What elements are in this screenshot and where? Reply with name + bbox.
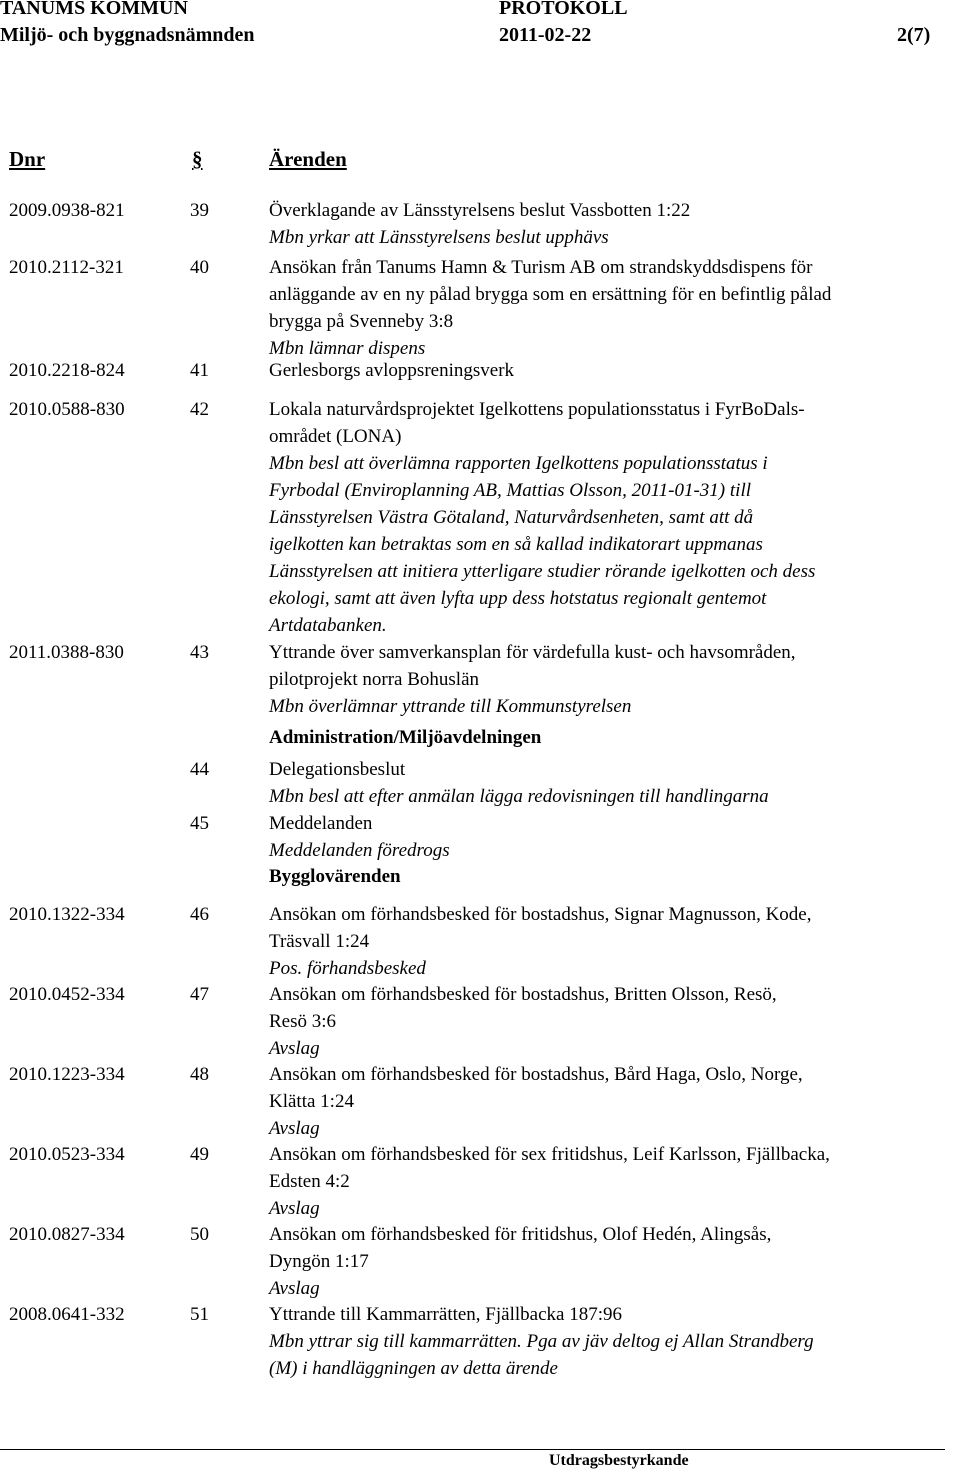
item-decision-line: igelkotten kan betraktas som en så kallad indikatorart uppmanas — [269, 534, 763, 555]
item-title-line: Yttrande över samverkansplan för värdefulla kust- och havsområden, — [269, 642, 796, 663]
item-title-line: Yttrande till Kammarrätten, Fjällbacka 187:96 — [269, 1304, 622, 1325]
page-number: 2(7) — [897, 24, 931, 46]
section-heading: Administration/Miljöavdelningen — [269, 727, 542, 748]
item-section-number: 46 — [190, 904, 209, 925]
item-section-number: 48 — [190, 1064, 209, 1085]
item-decision-line: Länsstyrelsen att initiera ytterligare studier rörande igelkotten och dess — [269, 561, 816, 582]
column-dnr: Dnr — [9, 147, 46, 171]
item-decision-line: Mbn besl att efter anmälan lägga redovisningen till handlingarna — [269, 786, 769, 807]
item-title-line: Delegationsbeslut — [269, 759, 406, 780]
item-decision-line: Fyrbodal (Enviroplanning AB, Mattias Olsson, 2011-01-31) till — [269, 480, 752, 501]
item-title-line: anläggande av en ny pålad brygga som en ersättning för en befintlig pålad — [269, 284, 832, 305]
item-dnr: 2011.0388-830 — [9, 642, 124, 663]
item-section-number: 39 — [190, 200, 209, 221]
item-title-line: Lokala naturvårdsprojektet Igelkottens populationsstatus i FyrBoDals- — [269, 399, 805, 420]
org-name: TANUMS KOMMUN — [0, 0, 188, 19]
item-dnr: 2009.0938-821 — [9, 200, 125, 221]
item-title-line: Gerlesborgs avloppsreningsverk — [269, 360, 515, 381]
item-decision-line: Länsstyrelsen Västra Götaland, Naturvårdsenheten, samt att då — [269, 507, 754, 528]
section-heading: Bygglovärenden — [269, 866, 401, 887]
item-dnr: 2010.2218-824 — [9, 360, 125, 381]
item-title-line: Överklagande av Länsstyrelsens beslut Vassbotten 1:22 — [269, 200, 691, 221]
item-title-line: Träsvall 1:24 — [269, 931, 370, 952]
item-title-line: Dyngön 1:17 — [269, 1251, 369, 1272]
item-decision-line: Avslag — [269, 1198, 320, 1219]
item-decision-line: ekologi, samt att även lyfta upp dess hotstatus regionalt gentemot — [269, 588, 767, 609]
item-title-line: Ansökan om förhandsbesked för bostadshus, Signar Magnusson, Kode, — [269, 904, 812, 925]
item-section-number: 44 — [190, 759, 209, 780]
item-title-line: Resö 3:6 — [269, 1011, 337, 1032]
item-title-line: Ansökan från Tanums Hamn & Turism AB om strandskyddsdispens för — [269, 257, 813, 278]
item-decision-line: Pos. förhandsbesked — [269, 958, 426, 979]
item-title-line: pilotprojekt norra Bohuslän — [269, 669, 480, 690]
item-decision-line: (M) i handläggningen av detta ärende — [269, 1358, 558, 1379]
item-dnr: 2010.2112-321 — [9, 257, 124, 278]
item-section-number: 42 — [190, 399, 209, 420]
item-title-line: Edsten 4:2 — [269, 1171, 350, 1192]
item-decision-line: Avslag — [269, 1038, 320, 1059]
footer-certification: Utdragsbestyrkande — [549, 1452, 689, 1469]
meeting-date: 2011-02-22 — [499, 24, 592, 46]
item-title-line: området (LONA) — [269, 426, 402, 447]
item-title-line: Ansökan om förhandsbesked för sex fritidshus, Leif Karlsson, Fjällbacka, — [269, 1144, 830, 1165]
item-decision-line: Mbn besl att överlämna rapporten Igelkottens populationsstatus i — [269, 453, 768, 474]
item-title-line: brygga på Svenneby 3:8 — [269, 311, 454, 332]
item-section-number: 45 — [190, 813, 209, 834]
item-section-number: 41 — [190, 360, 209, 381]
item-dnr: 2008.0641-332 — [9, 1304, 125, 1325]
item-section-number: 43 — [190, 642, 209, 663]
item-dnr: 2010.1223-334 — [9, 1064, 125, 1085]
item-section-number: 49 — [190, 1144, 209, 1165]
item-section-number: 50 — [190, 1224, 209, 1245]
item-dnr: 2010.0827-334 — [9, 1224, 125, 1245]
item-decision-line: Mbn överlämnar yttrande till Kommunstyrelsen — [269, 696, 632, 717]
document-type: PROTOKOLL — [499, 0, 628, 19]
item-title-line: Ansökan om förhandsbesked för bostadshus, Bård Haga, Oslo, Norge, — [269, 1064, 803, 1085]
item-decision-line: Mbn yttrar sig till kammarrätten. Pga av jäv deltog ej Allan Strandberg — [269, 1331, 814, 1352]
item-decision-line: Mbn lämnar dispens — [269, 338, 426, 359]
item-title-line: Meddelanden — [269, 813, 373, 834]
column-section: § — [192, 147, 203, 171]
item-decision-line: Meddelanden föredrogs — [269, 840, 450, 861]
item-dnr: 2010.1322-334 — [9, 904, 125, 925]
item-section-number: 40 — [190, 257, 209, 278]
footer-divider — [0, 1449, 945, 1450]
item-title-line: Ansökan om förhandsbesked för bostadshus, Britten Olsson, Resö, — [269, 984, 777, 1005]
item-dnr: 2010.0452-334 — [9, 984, 125, 1005]
item-dnr: 2010.0588-830 — [9, 399, 125, 420]
item-section-number: 51 — [190, 1304, 209, 1325]
item-decision-line: Avslag — [269, 1118, 320, 1139]
item-section-number: 47 — [190, 984, 209, 1005]
item-decision-line: Mbn yrkar att Länsstyrelsens beslut upphävs — [269, 227, 609, 248]
item-decision-line: Artdatabanken. — [269, 615, 387, 636]
item-title-line: Ansökan om förhandsbesked för fritidshus, Olof Hedén, Alingsås, — [269, 1224, 772, 1245]
item-dnr: 2010.0523-334 — [9, 1144, 125, 1165]
item-decision-line: Avslag — [269, 1278, 320, 1299]
item-title-line: Klätta 1:24 — [269, 1091, 354, 1112]
column-topics: Ärenden — [269, 147, 347, 171]
committee-name: Miljö- och byggnadsnämnden — [0, 24, 255, 46]
